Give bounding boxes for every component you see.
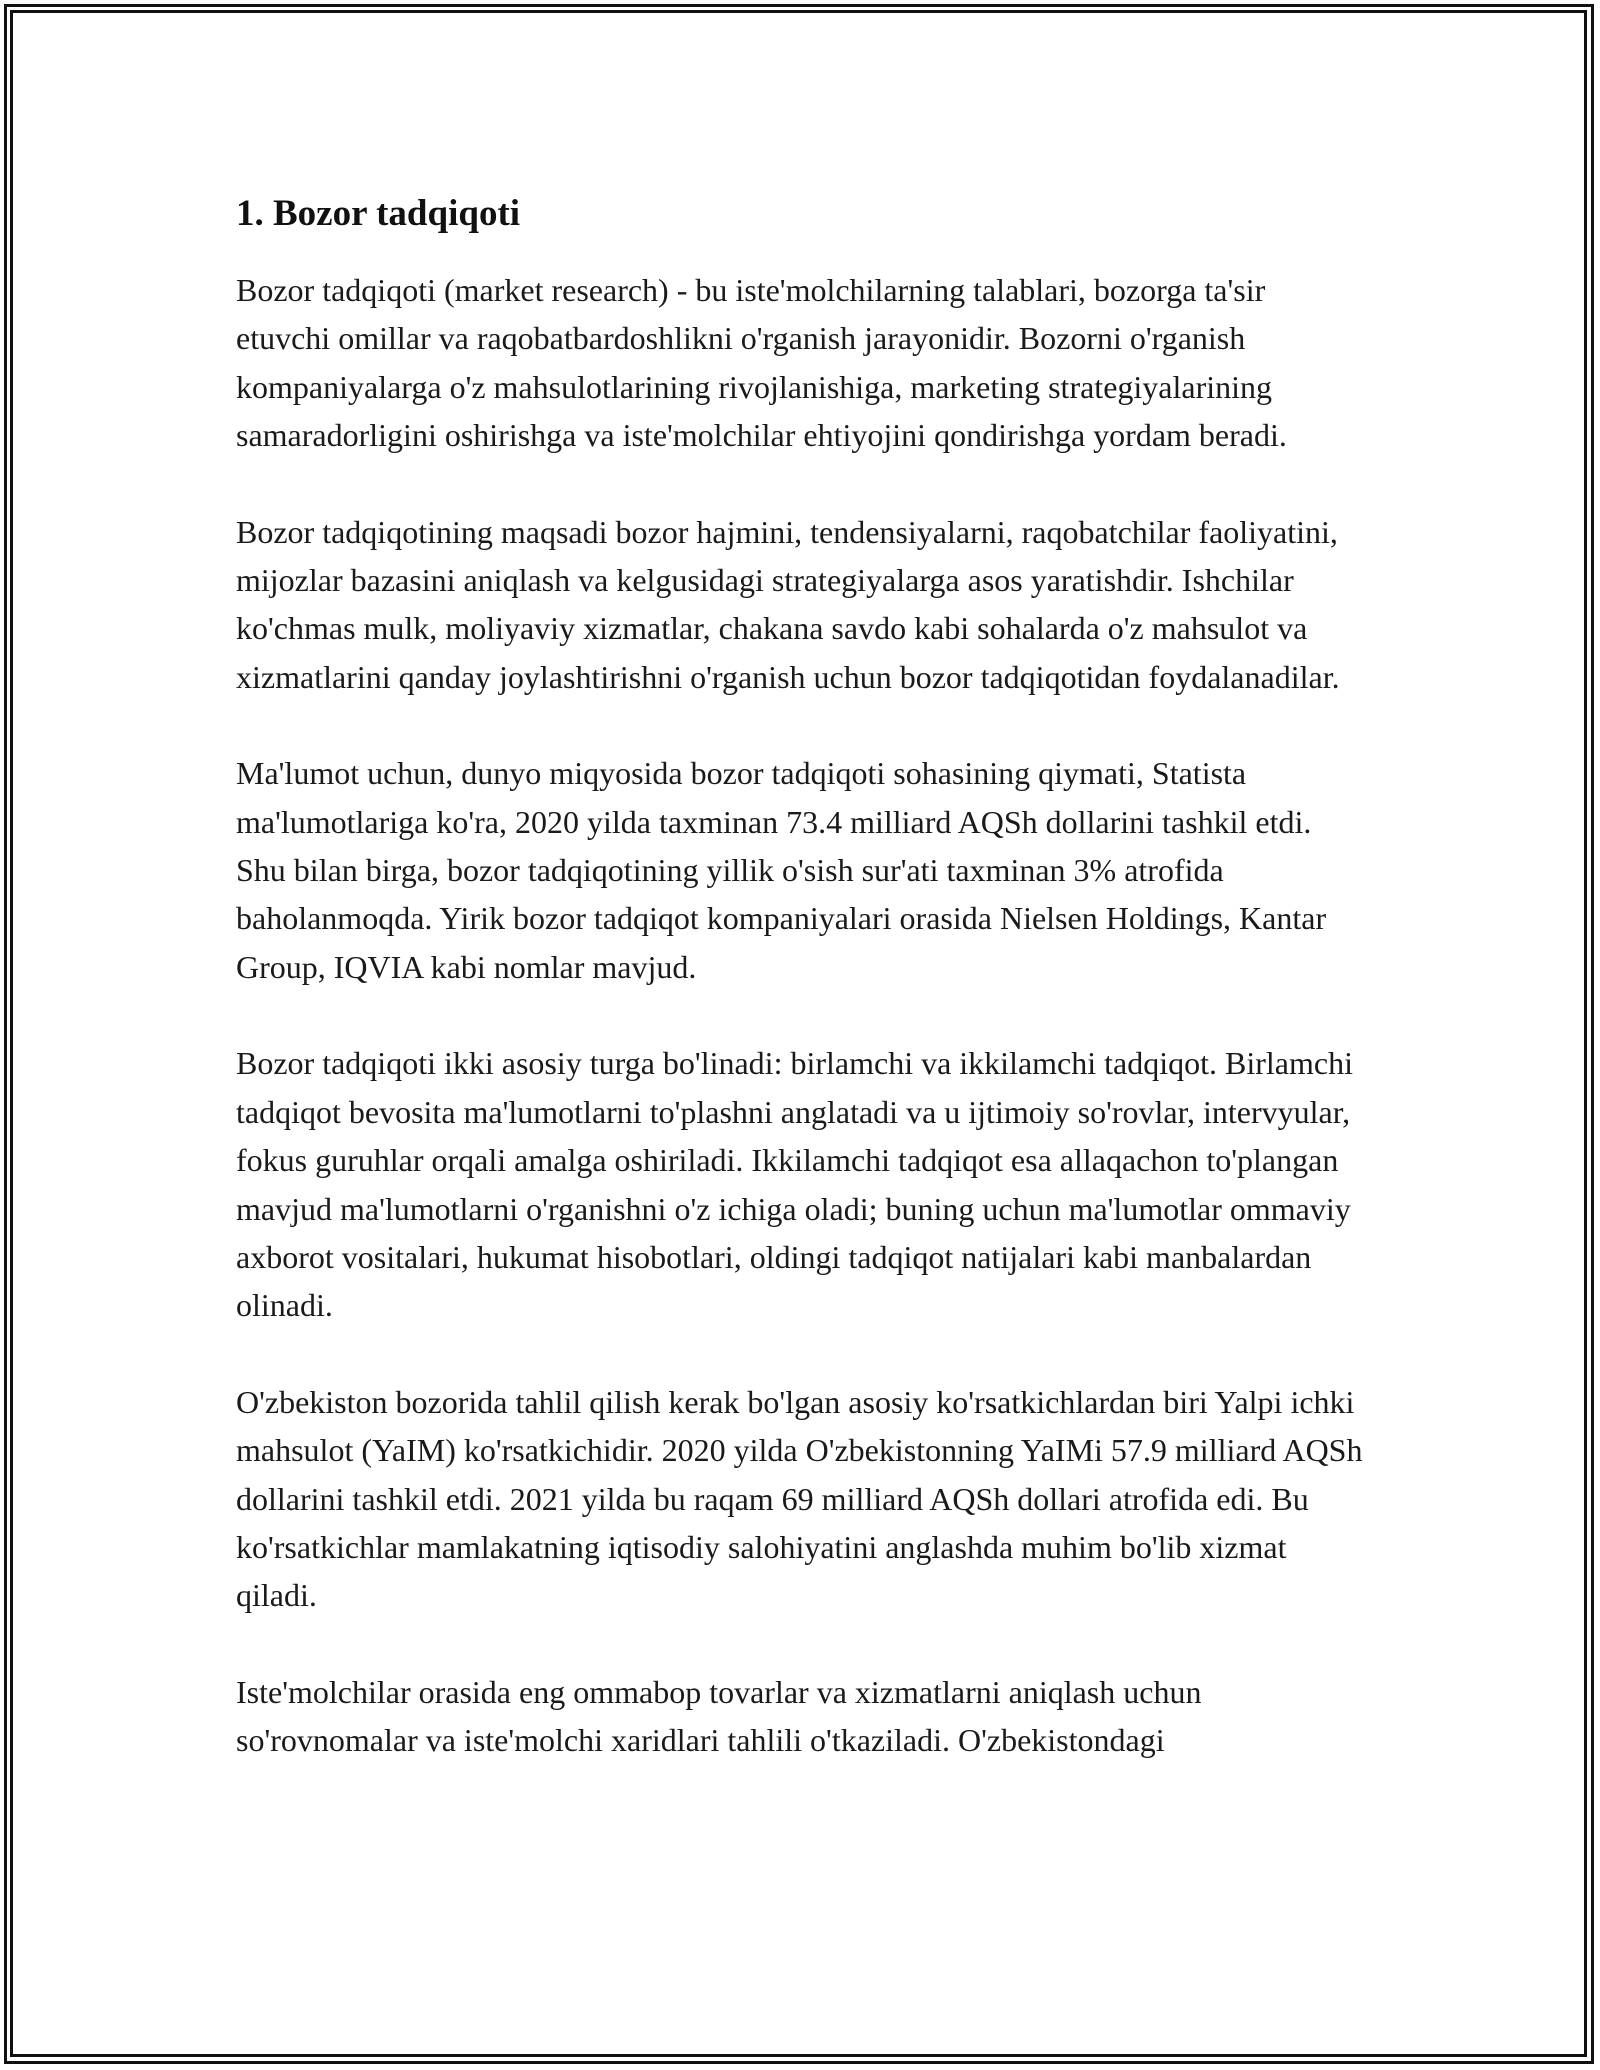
paragraph-market-size: Ma'lumot uchun, dunyo miqyosida bozor tadqiqoti sohasining qiymati, Statista ma'lumotlariga ko'ra, 2020 yilda taxminan 73.4 milliard AQSh dollarini tashkil etdi. Shu bilan birga, bozor tadqiqotining yillik o'sish sur'ati taxminan 3% atrofida baholanmoqda. Yirik bozor tadqiqot kompaniyalari orasida Nielsen Holdings, Kantar Group, IQVIA kabi nomlar mavjud. — [236, 755, 1327, 985]
paragraph-research-types: Bozor tadqiqoti ikki asosiy turga bo'linadi: birlamchi va ikkilamchi tadqiqot. Birlamchi tadqiqot bevosita ma'lumotlarni to'plashni anglatadi va u ijtimoiy so'rovlar, intervyular, fokus guruhlar orqali amalga oshiriladi. Ikkilamchi tadqiqot esa allaqachon to'plangan mavjud ma'lumotlarni o'rganishni o'z ichiga oladi; buning uchun ma'lumotlar ommaviy axborot vositalari, hukumat hisobotlari, oldingi tadqiqot natijalari kabi manbalardan olinadi. — [236, 1045, 1353, 1324]
section-heading: 1. Bozor tadqiqoti — [236, 193, 521, 234]
paragraph-definition: Bozor tadqiqoti (market research) - bu iste'molchilarning talablari, bozorga ta'sir etuvchi omillar va raqobatbardoshlikni o'rganish jarayonidir. Bozorni o'rganish kompaniyalarga o'z mahsulotlarining rivojlanishiga, marketing strategiyalarining samaradorligini oshirishga va iste'molchilar ehtiyojini qondirishga yordam beradi. — [236, 272, 1287, 454]
paragraph-purpose: Bozor tadqiqotining maqsadi bozor hajmini, tendensiyalarni, raqobatchilar faoliyatini, mijozlar bazasini aniqlash va kelgusidagi strategiyalarga asos yaratishdir. Ishchilar ko'chmas mulk, moliyaviy xizmatlar, chakana savdo kabi sohalarda o'z mahsulot va xizmatlarini qanday joylashtirishni o'rganish uchun bozor tadqiqotidan foydalanadilar. — [236, 513, 1340, 695]
paragraph-consumer-surveys: Iste'molchilar orasida eng ommabop tovarlar va xizmatlarni aniqlash uchun so'rovnomalar va iste'molchi xaridlari tahlili o'tkaziladi. O'zbekistondagi — [236, 1673, 1202, 1759]
document-body — [236, 188, 1366, 1813]
paragraph-uzbekistan-gdp: O'zbekiston bozorida tahlil qilish kerak bo'lgan asosiy ko'rsatkichlardan biri Yalpi ichki mahsulot (YaIM) ko'rsatkichidir. 2020 yilda O'zbekistonning YaIMi 57.9 milliard AQSh dollarini tashkil etdi. 2021 yilda bu raqam 69 milliard AQSh dollari atrofida edi. Bu ko'rsatkichlar mamlakatning iqtisodiy salohiyatini anglashda muhim bo'lib xizmat qiladi. — [236, 1383, 1363, 1614]
